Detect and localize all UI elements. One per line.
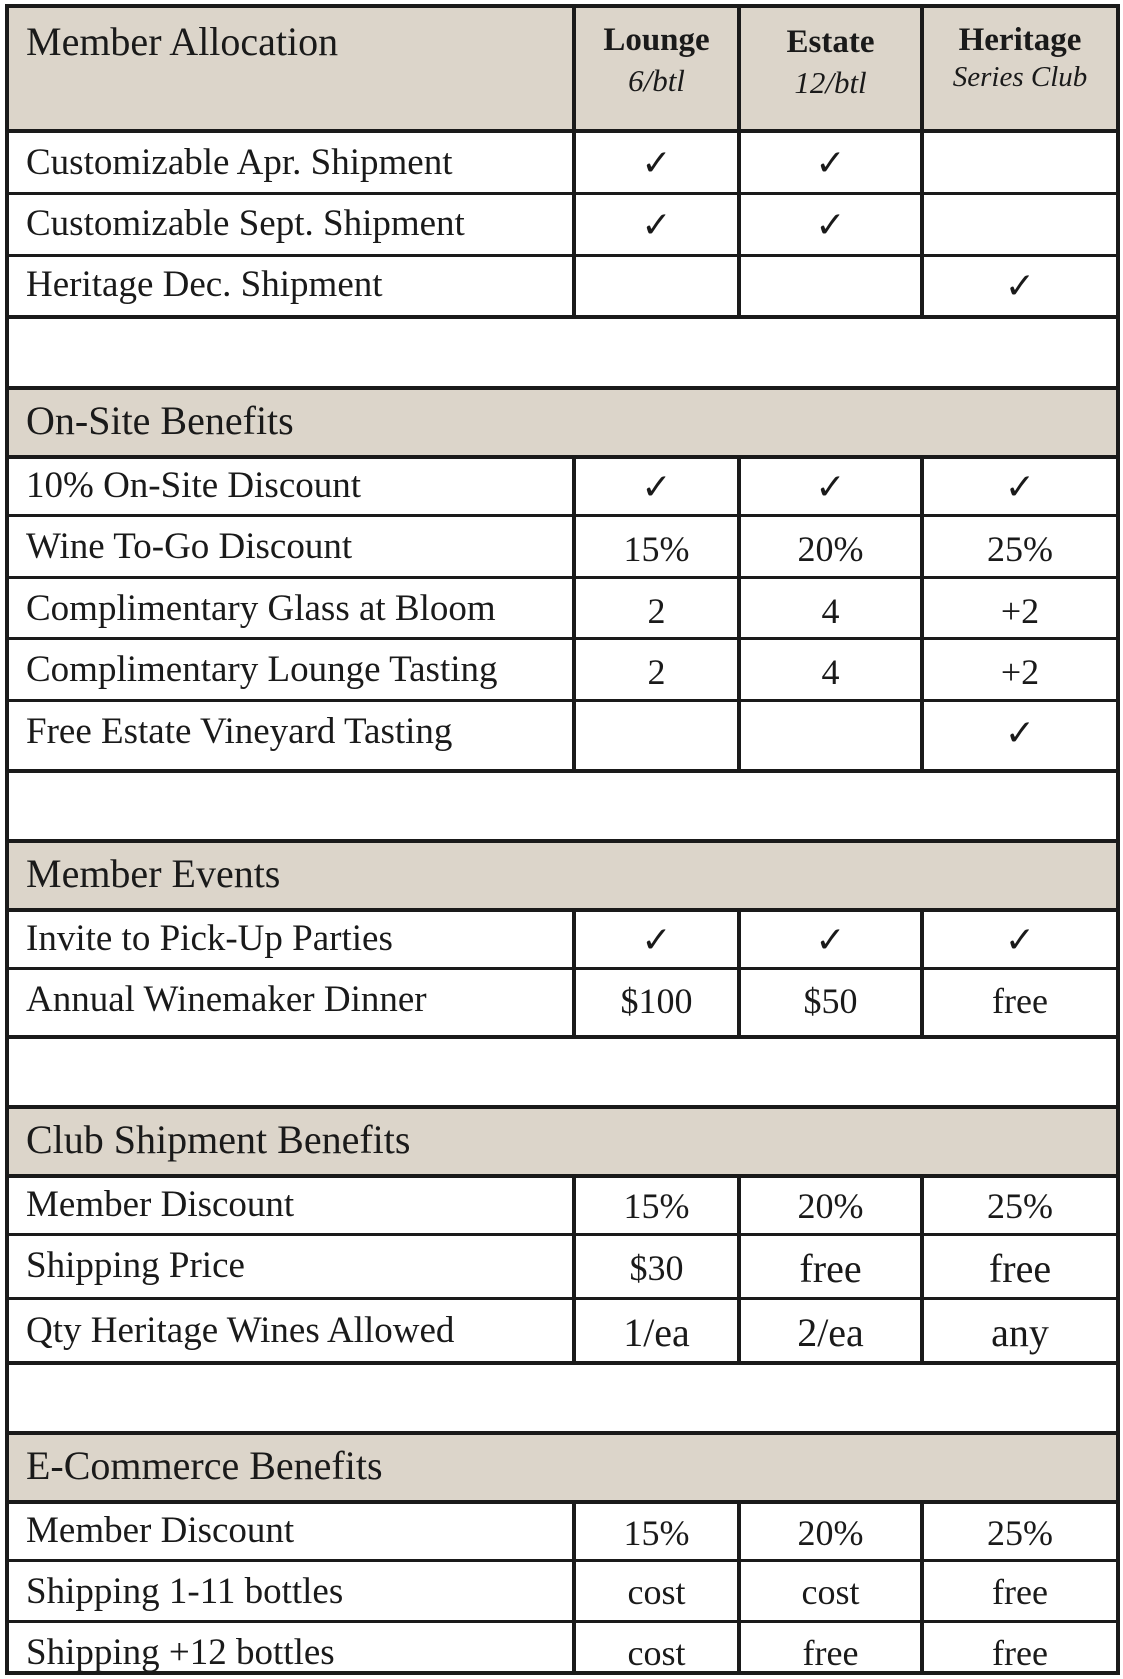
row-label: Customizable Sept. Shipment <box>26 203 465 244</box>
rule <box>9 254 1116 257</box>
cell-heritage: ✓ <box>1004 920 1036 960</box>
cell-estate: 20% <box>797 529 864 569</box>
row-label: 10% On-Site Discount <box>26 465 362 506</box>
rule <box>9 1559 1116 1562</box>
cell-lounge: cost <box>627 1572 686 1612</box>
row-label: Complimentary Lounge Tasting <box>26 649 498 690</box>
cell-estate: free <box>799 1246 862 1291</box>
cell-heritage: ✓ <box>1004 713 1036 753</box>
cell-estate: ✓ <box>815 205 846 245</box>
row-label: Member Discount <box>26 1184 295 1225</box>
column-header-lounge: Lounge <box>603 22 710 58</box>
cell-heritage: 25% <box>987 529 1053 569</box>
column-header-estate: Estate <box>786 24 875 60</box>
section-title: On-Site Benefits <box>26 398 294 443</box>
cell-estate: cost <box>801 1572 860 1612</box>
rule <box>9 1297 1116 1300</box>
cell-lounge: cost <box>627 1633 686 1673</box>
rule <box>9 637 1116 640</box>
cell-heritage: any <box>991 1310 1049 1355</box>
cell-lounge: 2 <box>647 591 666 631</box>
row-label: Qty Heritage Wines Allowed <box>26 1310 455 1351</box>
column-subheader-lounge: 6/btl <box>628 63 685 98</box>
column-subheader-estate: 12/btl <box>794 65 867 100</box>
row-label: Member Discount <box>26 1510 295 1551</box>
cell-estate: 20% <box>797 1186 864 1226</box>
section-title: Club Shipment Benefits <box>26 1117 411 1162</box>
cell-estate: 2/ea <box>797 1310 864 1355</box>
cell-estate: free <box>802 1633 859 1673</box>
rule <box>9 1431 1116 1435</box>
cell-lounge: $100 <box>620 981 693 1021</box>
section-title: Member Allocation <box>26 19 339 64</box>
rule <box>9 1500 1116 1504</box>
cell-lounge: 15% <box>623 529 690 569</box>
cell-heritage: free <box>992 981 1048 1021</box>
row-label: Customizable Apr. Shipment <box>26 142 453 183</box>
cell-lounge: $30 <box>629 1248 684 1288</box>
row-label: Wine To-Go Discount <box>26 526 353 567</box>
cell-estate: 4 <box>821 652 840 692</box>
cell-heritage: +2 <box>1000 591 1040 631</box>
rule <box>9 192 1116 195</box>
cell-lounge: 2 <box>647 652 666 692</box>
cell-estate: $50 <box>803 981 858 1021</box>
cell-estate: ✓ <box>815 920 846 960</box>
rule <box>9 514 1116 517</box>
cell-lounge: ✓ <box>641 467 672 507</box>
cell-heritage: ✓ <box>1004 467 1036 507</box>
cell-heritage: 25% <box>987 1186 1053 1226</box>
rule <box>9 455 1116 459</box>
rule <box>9 1174 1116 1178</box>
rule <box>9 1035 1116 1039</box>
column-header-heritage: Heritage <box>958 22 1082 58</box>
rule <box>9 967 1116 970</box>
row-label: Annual Winemaker Dinner <box>26 979 427 1020</box>
membership-comparison-table <box>5 4 1120 1675</box>
rule <box>9 769 1116 773</box>
rule <box>9 908 1116 912</box>
rule <box>9 576 1116 579</box>
cell-heritage: free <box>988 1246 1052 1291</box>
cell-lounge: ✓ <box>641 920 672 960</box>
section-title: E-Commerce Benefits <box>26 1443 383 1488</box>
row-label: Invite to Pick-Up Parties <box>26 918 393 959</box>
section-title: Member Events <box>26 851 281 896</box>
cell-estate: 20% <box>797 1513 864 1553</box>
cell-lounge: 15% <box>623 1186 690 1226</box>
cell-lounge: ✓ <box>641 205 672 245</box>
cell-lounge: ✓ <box>641 143 672 183</box>
row-label: Heritage Dec. Shipment <box>26 264 383 305</box>
cell-estate: ✓ <box>815 467 846 507</box>
rule <box>9 129 1116 133</box>
rule <box>9 386 1116 390</box>
rule <box>9 1620 1116 1623</box>
rule <box>9 1361 1116 1365</box>
rule <box>9 699 1116 702</box>
cell-lounge: 1/ea <box>623 1310 690 1355</box>
row-label: Shipping +12 bottles <box>26 1632 335 1673</box>
cell-heritage: free <box>992 1633 1048 1673</box>
row-label: Complimentary Glass at Bloom <box>26 588 496 629</box>
cell-heritage: ✓ <box>1004 266 1036 306</box>
row-label: Shipping Price <box>26 1245 245 1286</box>
cell-heritage: 25% <box>987 1513 1053 1553</box>
cell-lounge: 15% <box>623 1513 690 1553</box>
cell-heritage: +2 <box>1000 652 1040 692</box>
row-label: Free Estate Vineyard Tasting <box>26 711 453 752</box>
cell-heritage: free <box>992 1572 1048 1612</box>
column-subheader-heritage: Series Club <box>952 61 1088 93</box>
rule <box>9 1233 1116 1236</box>
rule <box>9 839 1116 843</box>
row-label: Shipping 1-11 bottles <box>26 1571 344 1612</box>
rule <box>9 1105 1116 1109</box>
rule <box>9 315 1116 319</box>
cell-estate: 4 <box>821 591 840 631</box>
cell-estate: ✓ <box>815 143 846 183</box>
